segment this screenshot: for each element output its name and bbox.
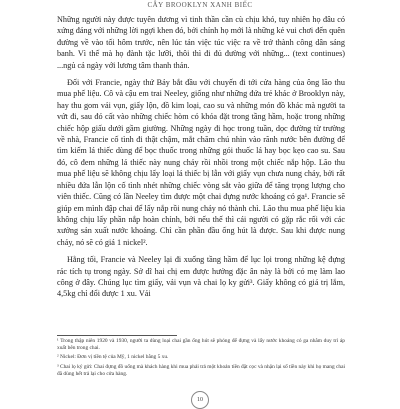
footnotes (57, 338, 345, 380)
footnote-divider (57, 335, 177, 336)
body-text (57, 14, 345, 300)
page-number (187, 391, 213, 403)
footnote-1: ¹ Trong thập niên 1920 và 1930, người ta dùng loại chai gần ống hút sẽ phóng để đựng và lấy nước khoáng có ga nhằm duy trì áp xuất bên trong chai. (57, 338, 345, 352)
paragraph-2: Đối với Francie, ngày thứ Bảy bắt đầu với chuyến đi tới cửa hàng của ông lão thu mua phế liệu. Cô và cậu em trai Neeley, giống như những đứa trẻ khác ở Brooklyn này, hay thu gom vải vụn, giấy lộn, đồ kim loại, cao su và những món đồ khác mà người ta vứt đi, sau đó cất vào những chiếc hòm có khóa đặt trong tầng hầm, hoặc trong những chiếc hộp giấu dưới gầm giường. Những ngày đi học trong tuần, dọc đường từ trường về nhà, Francie cố tình đi thật chậm, mắt chăm chú nhìn vào rãnh nước bên đường để tìm kiếm lá thiếc dùng để bọc thuốc trong những gói thuốc lá hay bọc kẹo cao su. Sau đó, cô đem những lá thiếc này nung chảy rồi nhồi trong một chiếc nắp hộp. Lão thu mua phế liệu sẽ không chịu lấy loại lá thiếc bị lẫn với giấy vụn chưa nung chảy, bởi rất nhiều đứa lẫn lộn cố tình nhét những chiếc vòng sắt vào giữa để tăng trọng lượng cho viên thiếc. Cũng có lần Neeley tìm được một chai đựng nước khoáng có ga¹. Francie sẽ giúp em mình đập chai để lấy nắp rồi nung chảy nó thành chì. Lão thu mua phế liệu kia không chịu lấy phần nắp hoàn chỉnh, bởi nếu thế thì cái người có gặp rắc rối với các xưởng sản xuất nước khoáng. Chì cần phần đầu ống hút là được. Sau khi được nung chảy, nó sẽ có giá 1 nickel². (57, 78, 345, 247)
running-header: CÂY BROOKLYN XANH BIẾC (147, 1, 253, 9)
footnote-3: ³ Chai lọ ký gửi: Chai đựng đồ uống mà khách hàng khi mua phải trả một khoản tiền đặt cọc và nhận lại số tiền này khi họ mang chai đã dùng hết trả lại cho cửa hàng. (57, 363, 345, 377)
paragraph-1: Những người này được tuyên dương vì tinh thần cần cù chịu khó, tuy nhiên họ đâu có xứng đáng với những lời ngợi khen đó, bởi chính họ mới là những kẻ vui chơi đến quên đường về vào tối hôm trước, nên lúc tản việc túc việc ra về trở thành công dân sáng banh. Vì thế mà họ đành tặc lưỡi, thôi thì đi đủ đường với những... (text continues) ...ngủ cả ngày với lương tâm thanh thản. (57, 15, 345, 70)
page-number-text: 10 (191, 391, 209, 409)
paragraph-3: Hằng tối, Francie và Neeley lại đi xuống tầng hầm để lục lọi trong những kệ đựng rác tích tụ trong ngày. Sở dĩ hai chị em được hưởng đặc ân này là bởi có mẹ làm lao công ở đây. Chúng lục tìm giấy, vải vụn và chai lọ ky gửi³. Giấy không có giá trị lắm, 4,5kg chỉ đổi được 1 xu. Vải (57, 255, 345, 299)
footnote-2: ² Nickel: Đơn vị tiền tệ của Mỹ, 1 nickel bằng 5 xu. (57, 354, 169, 361)
